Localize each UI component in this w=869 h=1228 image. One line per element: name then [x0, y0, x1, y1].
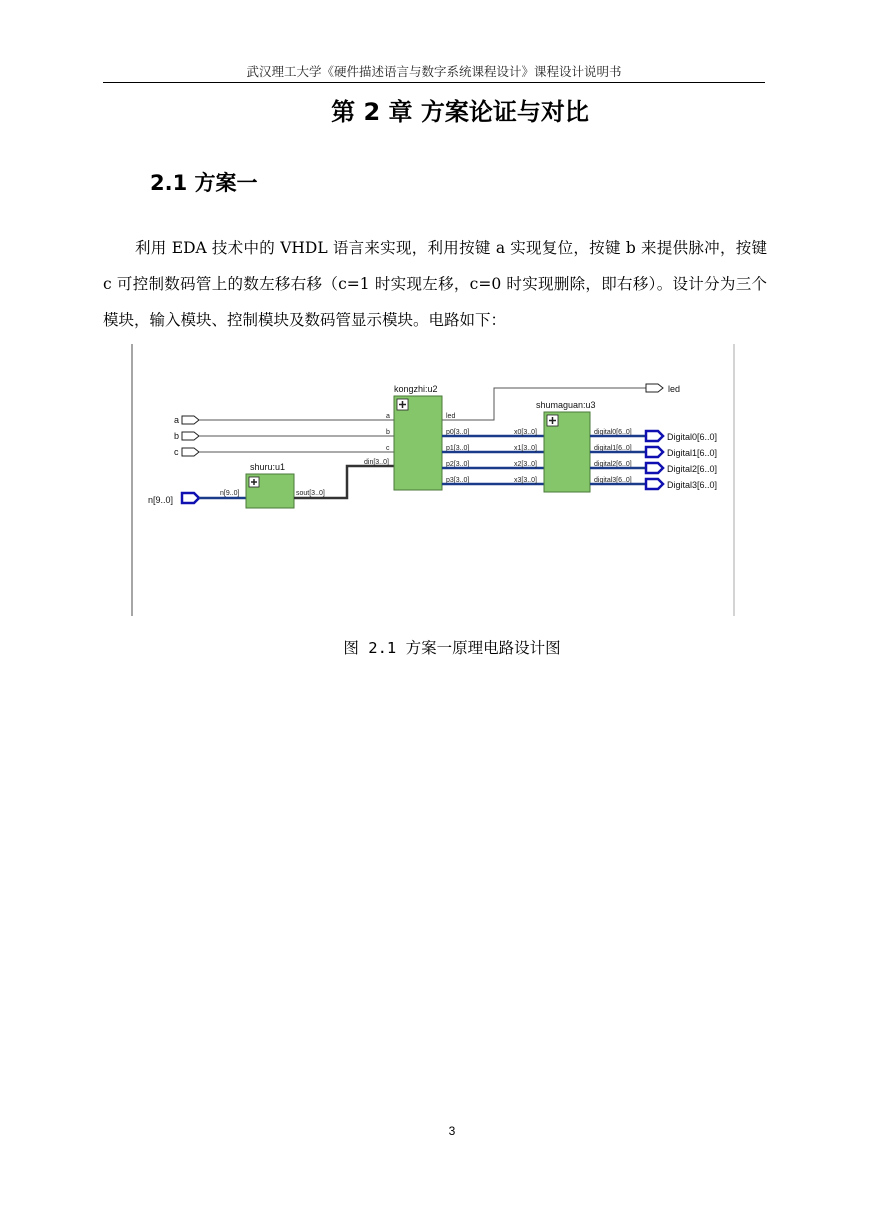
svg-text:p2[3..0]: p2[3..0]	[446, 461, 470, 468]
svg-text:a: a	[174, 415, 180, 425]
svg-text:led: led	[668, 384, 681, 394]
svg-text:sout[3..0]: sout[3..0]	[296, 490, 325, 497]
svg-text:x2[3..0]: x2[3..0]	[514, 461, 537, 468]
svg-text:Digital1[6..0]: Digital1[6..0]	[667, 448, 718, 458]
input-port-c	[174, 447, 199, 457]
page-header: 武汉理工大学《硬件描述语言与数字系统课程设计》课程设计说明书	[246, 64, 622, 79]
svg-text:Digital0[6..0]: Digital0[6..0]	[667, 432, 718, 442]
figure-caption: 图 2.1 方案一原理电路设计图	[343, 639, 561, 657]
svg-text:p1[3..0]: p1[3..0]	[446, 445, 470, 452]
svg-text:b: b	[174, 431, 180, 441]
block-shumaguan	[514, 400, 632, 492]
svg-text:digital3[6..0]: digital3[6..0]	[594, 477, 632, 484]
svg-text:c: c	[386, 445, 390, 452]
page-number: 3	[448, 1124, 456, 1138]
input-port-b	[174, 431, 199, 441]
body-paragraph: 利用 EDA 技术中的 VHDL 语言来实现，利用按键 a 实现复位，按键 b 来提供脉冲，按键 c 可控制数码管上的数左移右移（c=1 时实现左移，c=0 时实现删除，即右移）。设计分为三个模块，输入模块、控制模块及数码管显示模块。电路如下：	[103, 239, 767, 329]
circuit-diagram	[130, 342, 738, 616]
svg-text:x3[3..0]: x3[3..0]	[514, 477, 537, 484]
block-shuru	[220, 462, 325, 508]
header-rule	[103, 82, 765, 83]
section-title: 2.1 方案一	[150, 171, 258, 195]
svg-text:digital1[6..0]: digital1[6..0]	[594, 445, 632, 452]
svg-text:led: led	[446, 413, 456, 420]
svg-text:shumaguan:u3: shumaguan:u3	[536, 400, 596, 410]
output-port-led	[646, 384, 680, 394]
svg-text:shuru:u1: shuru:u1	[250, 462, 286, 472]
chapter-title: 第 2 章 方案论证与对比	[331, 98, 589, 126]
svg-text:n[9..0]: n[9..0]	[220, 490, 240, 497]
svg-text:x0[3..0]: x0[3..0]	[514, 429, 537, 436]
svg-text:n[9..0]: n[9..0]	[148, 495, 174, 505]
plus-box-icon	[397, 399, 408, 410]
svg-text:kongzhi:u2: kongzhi:u2	[394, 384, 438, 394]
svg-text:Digital3[6..0]: Digital3[6..0]	[667, 480, 718, 490]
input-port-n	[148, 493, 199, 505]
plus-box-icon	[249, 477, 259, 487]
plus-box-icon	[547, 415, 558, 426]
output-port-digital3	[646, 479, 717, 490]
input-port-a	[174, 415, 199, 425]
svg-text:x1[3..0]: x1[3..0]	[514, 445, 537, 452]
output-port-digital1	[646, 447, 717, 458]
svg-text:digital0[6..0]: digital0[6..0]	[594, 429, 632, 436]
svg-text:Digital2[6..0]: Digital2[6..0]	[667, 464, 718, 474]
svg-text:p0[3..0]: p0[3..0]	[446, 429, 470, 436]
svg-text:p3[3..0]: p3[3..0]	[446, 477, 470, 484]
svg-text:digital2[6..0]: digital2[6..0]	[594, 461, 632, 468]
output-port-digital2	[646, 463, 717, 474]
svg-text:c: c	[174, 447, 179, 457]
svg-text:a: a	[386, 413, 390, 420]
svg-text:b: b	[386, 429, 390, 436]
circuit-svg	[130, 342, 738, 616]
output-port-digital0	[646, 431, 717, 442]
svg-text:din[3..0]: din[3..0]	[364, 459, 389, 466]
